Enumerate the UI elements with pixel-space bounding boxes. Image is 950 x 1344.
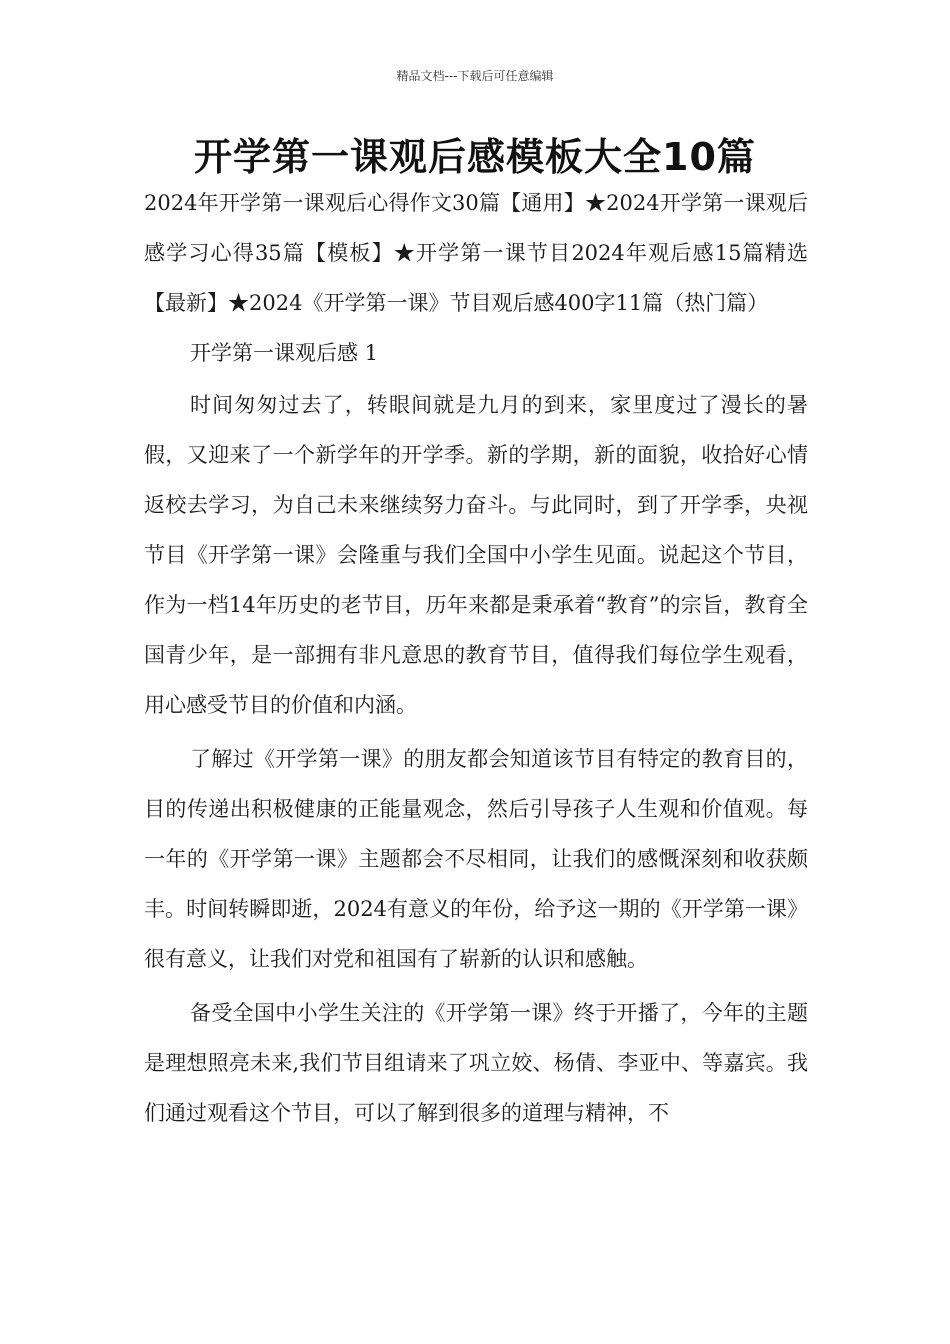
body-paragraph: 了解过《开学第一课》的朋友都会知道该节目有特定的教育目的，目的传递出积极健康的正能量观念，然后引导孩子人生观和价值观。每一年的《开学第一课》主题都会不尽相同，让我们的感慨深刻和收获颇丰。时间转瞬即逝，2024有意义的年份，给予这一期的《开学第一课》很有意义，让我们对党和祖国有了崭新的认识和感触。 xyxy=(144,747,808,971)
intro-paragraph: 2024年开学第一课观后心得作文30篇【通用】★2024开学第一课观后感学习心得35篇【模板】★开学第一课节目2024年观后感15篇精选【最新】★2024《开学第一课》节目观后感400字11篇（热门篇） xyxy=(144,191,808,315)
section-heading: 开学第一课观后感 1 xyxy=(190,341,379,365)
document-body xyxy=(144,178,808,1142)
header-note: 精品文档---下载后可任意编辑 xyxy=(396,69,554,83)
body-paragraph: 备受全国中小学生关注的《开学第一课》终于开播了，今年的主题是理想照亮未来,我们节目组请来了巩立姣、杨倩、李亚中、等嘉宾。我们通过观看这个节目，可以了解到很多的道理与精神，不 xyxy=(144,1001,808,1125)
body-paragraph: 时间匆匆过去了，转眼间就是九月的到来，家里度过了漫长的暑假，又迎来了一个新学年的开学季。新的学期，新的面貌，收拾好心情返校去学习，为自己未来继续努力奋斗。与此同时，到了开学季，央视节目《开学第一课》会隆重与我们全国中小学生见面。说起这个节目，作为一档14年历史的老节目，历年来都是秉承着“教育”的宗旨，教育全国青少年，是一部拥有非凡意思的教育节目，值得我们每位学生观看，用心感受节目的价值和内涵。 xyxy=(144,393,808,717)
document-title: 开学第一课观后感模板大全10篇 xyxy=(194,135,756,179)
